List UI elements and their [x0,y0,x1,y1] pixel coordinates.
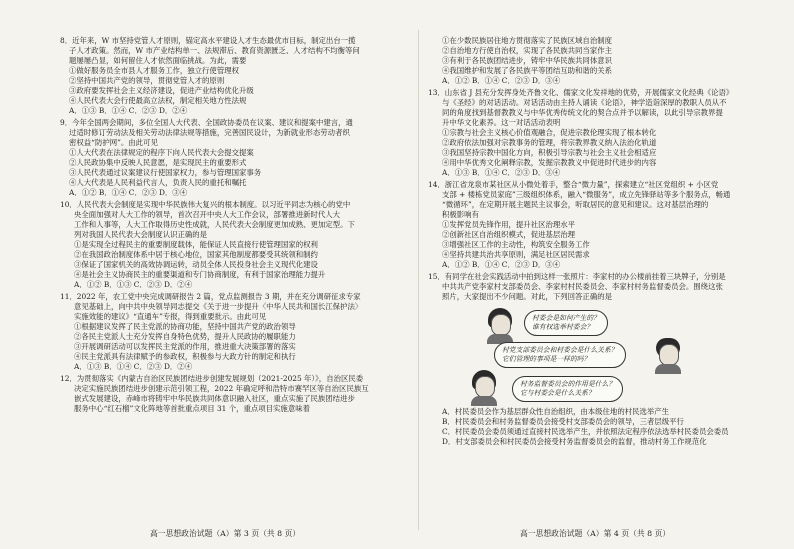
q15-option-b: B．村民委员会和村务监督委员会接受村支部委员会的领导，三者层级平行 [442,416,684,426]
q9-answer-choices: A．①② B．①④ C．②③ D．③④ [69,188,188,198]
q11-answer-choices: A．①③ B．①④ C．②③ D．②④ [74,362,193,371]
q13-option-item: ④用中华优秀文化阐释宗教，发掘宗教教义中促进时代进步的内容 [442,158,657,168]
q8-stem: 8．近年来，W 市坚持党管人才原则，锚定高水平建设人才生态最优市目标，制定出台一揽 [60,36,356,45]
bubble-text: 村党支部委员会和村委会是什么关系？ [502,345,618,354]
q15-stem-line: 照片，大家提出不少问题。对此，下列回答正确的是 [442,291,612,301]
q15-option-a: A．村民委员会作为基层群众性自治组织，由本级住地的村民选举产生 [442,406,670,416]
bubble-text: 谁有权选举村委会？ [532,322,594,331]
q14-stem: 14．浙江省龙泉市某社区从小微处着手，整合“微力量”，探索建立“社区党组织 + 小区党 [428,179,719,189]
q12-stem-line: 嵌式发展建设，赤峰市将铸牢中华民族共同体意识融入社区，重点实施了民族团结进步 [74,393,355,403]
q10-stem-line: 央全面加强对人大工作的领导，首次召开中央人大工作会议，部署推进新时代人大 [74,209,341,219]
q12-answer-choices: A．①② B．①④ C．②③ D．③④ [442,76,561,86]
q12-option-item: ④我国维护和发展了各民族平等团结互助和谐的关系 [442,66,612,76]
page-3-column [60,36,412,414]
q14-option-item: ④坚持共建共治共享原则，满足社区居民需求 [442,249,590,259]
student-figure [470,370,498,404]
q8-option-item: ②坚持中国共产党的领导，贯彻党管人才的原则 [69,76,225,86]
q13-option-item: ②政府依法加强对宗教事务的管理，将宗教界教义纳入法治化轨道 [442,137,657,147]
q13-answer-choices: A．①③ B．①④ C．②③ D．③④ [442,168,561,178]
q9-option-item: ③人民代表通过议案建议行使国家权力，参与管理国家事务 [69,168,262,178]
q13-option-item: ③我国坚持宗教中国化方向，积极引导宗教与社会主义社会相适应 [442,148,657,158]
q9-option-item: ②人民政协集中反映人民意愿，是实现民主的重要形式 [69,158,247,168]
speech-bubble-2 [494,342,626,368]
q10-stem-line: 工作和人事等，人大工作取得历史性成就，人民代表大会制度更加成熟、更加定型。下 [74,219,355,229]
q12-stem-line: 服务中心“红石榴”文化阵地等首批重点项目 31 个，重点项目实施意味着 [74,403,310,413]
q13-stem-line: 升中华文化素养。这一对话活动表明 [442,117,561,127]
q12-stem: 12．为贯彻落实《内蒙古自治区民族团结进步创建发展规划（2021-2025 年）》，自治区民委 [60,373,364,383]
q8-option-item: ④人民代表大会行使最高立法权，制定相关地方性法规 [69,96,247,106]
page-4-column [428,36,764,447]
q10-answer-choices: A．①② B．①③ C．②③ D．②④ [74,280,193,290]
q10-stem: 10．人民代表大会制度是实现中华民族伟大复兴的根本制度。以习近平同志为核心的党中 [60,199,351,209]
q10-option-item: ②在我国政治制度体系中居于核心地位，国家其他制度都要受其统领和制约 [74,249,318,259]
q12-option-item: ③有利于各民族团结进步，铸牢中华民族共同体意识 [442,56,612,66]
q9-option-item: ④人大代表是人民利益代言人，负责人民的重托和嘱托 [69,178,247,188]
q13-stem-line: 同的角度找到基督教教义与中华优秀传统文化的契合点并予以解读，以此引导宗教界提 [442,107,723,117]
q14-option-item: ③增强社区工作的主动性，构筑安全服务工作 [442,239,590,249]
column-divider [418,30,419,530]
q11-option-item: ④民主党派具有法律赋予的参政权，积极参与大政方针的制定和执行 [74,351,296,361]
q15-stem: 15．有同学在社会实践活动中拍到这样一张照片：李家村的办公楼前挂着三块牌子，分别是 [428,271,726,281]
q9-stem-line: 过适时修订劳动法及相关劳动法律法规等措施，完善国民设计，为新就业形态劳动者织 [69,127,350,137]
q15-option-c: C．村民委员会委员须通过直接村民选举产生，并依照法定程序依法选举村民委员会委员 [442,426,729,436]
q14-answer-choices: A．①② B．①④ C．②③ D．③④ [442,260,561,270]
student-figure [654,338,682,372]
q8-option-item: ①做好服务员全市县人才服务工作，独立行使管理权 [69,66,239,76]
q9-option-item: ①人大代表在法律规定的程序下向人民代表大会提交提案 [69,148,254,158]
q14-stem-line: “微循环”，在定期开展主题民主议事会，听取居民的意见和建议。这对基层治理的 [442,199,709,209]
q8-answer-choices: A．①③ B．①④ C．②③ D．②④ [69,106,188,116]
bubble-text: 村委会是如何产生的？ [532,313,600,322]
bubble-text: 村务监督委员会的作用是什么？ [520,379,616,388]
speech-bubble-3 [512,376,623,402]
q14-option-item: ①发挥党员先锋作用，提升社区治理水平 [442,219,576,229]
q13-option-item: ①宗教与社会主义核心价值观融合，促进宗教伦理实现了根本转化 [442,127,657,137]
q12-option-item: ①在少数民族居住地方贯彻落实了民族区域自治制度 [442,36,612,45]
q9-stem: 9．今年全国两会期间，多位全国人大代表、全国政协委员在议案、建议和提案中建言，通 [60,117,353,127]
q14-option-item: ②创新社区自治组织模式，促进基层治理 [442,229,576,239]
q11-option-item: ②各民主党派人士充分发挥自身特色优势，提升人民政协的履职能力 [74,331,296,341]
page-footer-left: 高一思想政治试题（A）第 3 页（共 8 页） [150,529,301,538]
q12-stem-line: 决定实施民族团结进步创建示范引领工程，2022 年确定呼和浩特市赛罕区等自治区民族互 [74,383,369,393]
q11-stem-line: 实施效能的建议》“直通车”专报，得到重要批示。由此可见 [74,311,267,321]
bubble-text: 它们管理的事项是一样的吗？ [502,354,591,363]
q11-option-item: ①根据建议发挥了民主党派的协商功能，坚持中国共产党的政治领导 [74,321,296,331]
bubble-text: 它与村委会是什么关系？ [520,388,595,397]
q15-cartoon [428,304,764,406]
q11-stem-line: 意见基础上，向中共中央领导同志提交《关于进一步提升〈中华人民共和国长江保护法〉 [74,301,363,311]
q12-option-item: ②自治地方行使自治权，实现了各民族共同当家作主 [442,46,612,56]
page-footer-right: 高一思想政治试题（A）第 4 页（共 8 页） [520,529,671,538]
q8-stem-line: 题屡屡凸显，如何留住人才依然面临挑战。为此，需要 [69,56,247,66]
q9-stem-line: 密权益“防护网”。由此可见 [69,137,158,147]
student-figure [486,308,514,342]
q15-stem-line: 中共共产党李家村支部委员会、李家村村民委员会、李家村村务监督委员会。围绕这张 [442,281,723,291]
q10-stem-line: 列对我国人民代表大会制度认识正确的是 [74,229,208,239]
q14-stem-line: 积极影响有 [442,209,479,219]
q15-option-d: D．村支部委员会和村民委员会接受村务监督委员会的监督，推动村务工作规范化 [442,436,707,446]
q13-stem-line: 与《圣经》的对话活动。对话活动由主持人诵读《论语》，神学造诣深厚的教职人员从不 [442,97,727,107]
q11-stem: 11．2022 年，农工党中央完成调研报告 2 篇，党点监测报告 3 期，并在充分调研征求专家 [60,291,361,301]
q13-stem: 13．山东省 J 县充分发挥身处齐鲁文化、儒家文化发祥地的优势，开展儒家文化经典《论语》 [428,87,734,97]
q14-stem-line: 支部 + 楼栋党员家庭”三级组织体系，融入“微服务”，成立先锋驿站等多个服务点，畅通 [442,189,731,199]
q10-option-item: ①是实现全过程民主的重要制度载体，能保证人民直接行使管理国家的权利 [74,239,318,249]
speech-bubble-1 [524,310,608,336]
q8-option-item: ③政府要发挥社会主义经济建设，促进产业结构优化升级 [69,86,254,96]
q11-option-item: ③开展调研活动可以发挥民主党派的作用，推进重大决策部署的落实 [74,341,296,351]
q10-option-item: ③保证了国家机关的高效协调运转，动员全体人民投身社会主义现代化建设 [74,260,318,270]
q10-option-item: ④是社会主义协商民主的重要渠道和专门协商制度，有利于国家治理能力提升 [74,270,326,280]
q8-stem-line: 子人才政策。然而，W 市产业结构单一、法规滞后、教育资源匮乏、人才结构不均衡等问 [69,46,360,56]
